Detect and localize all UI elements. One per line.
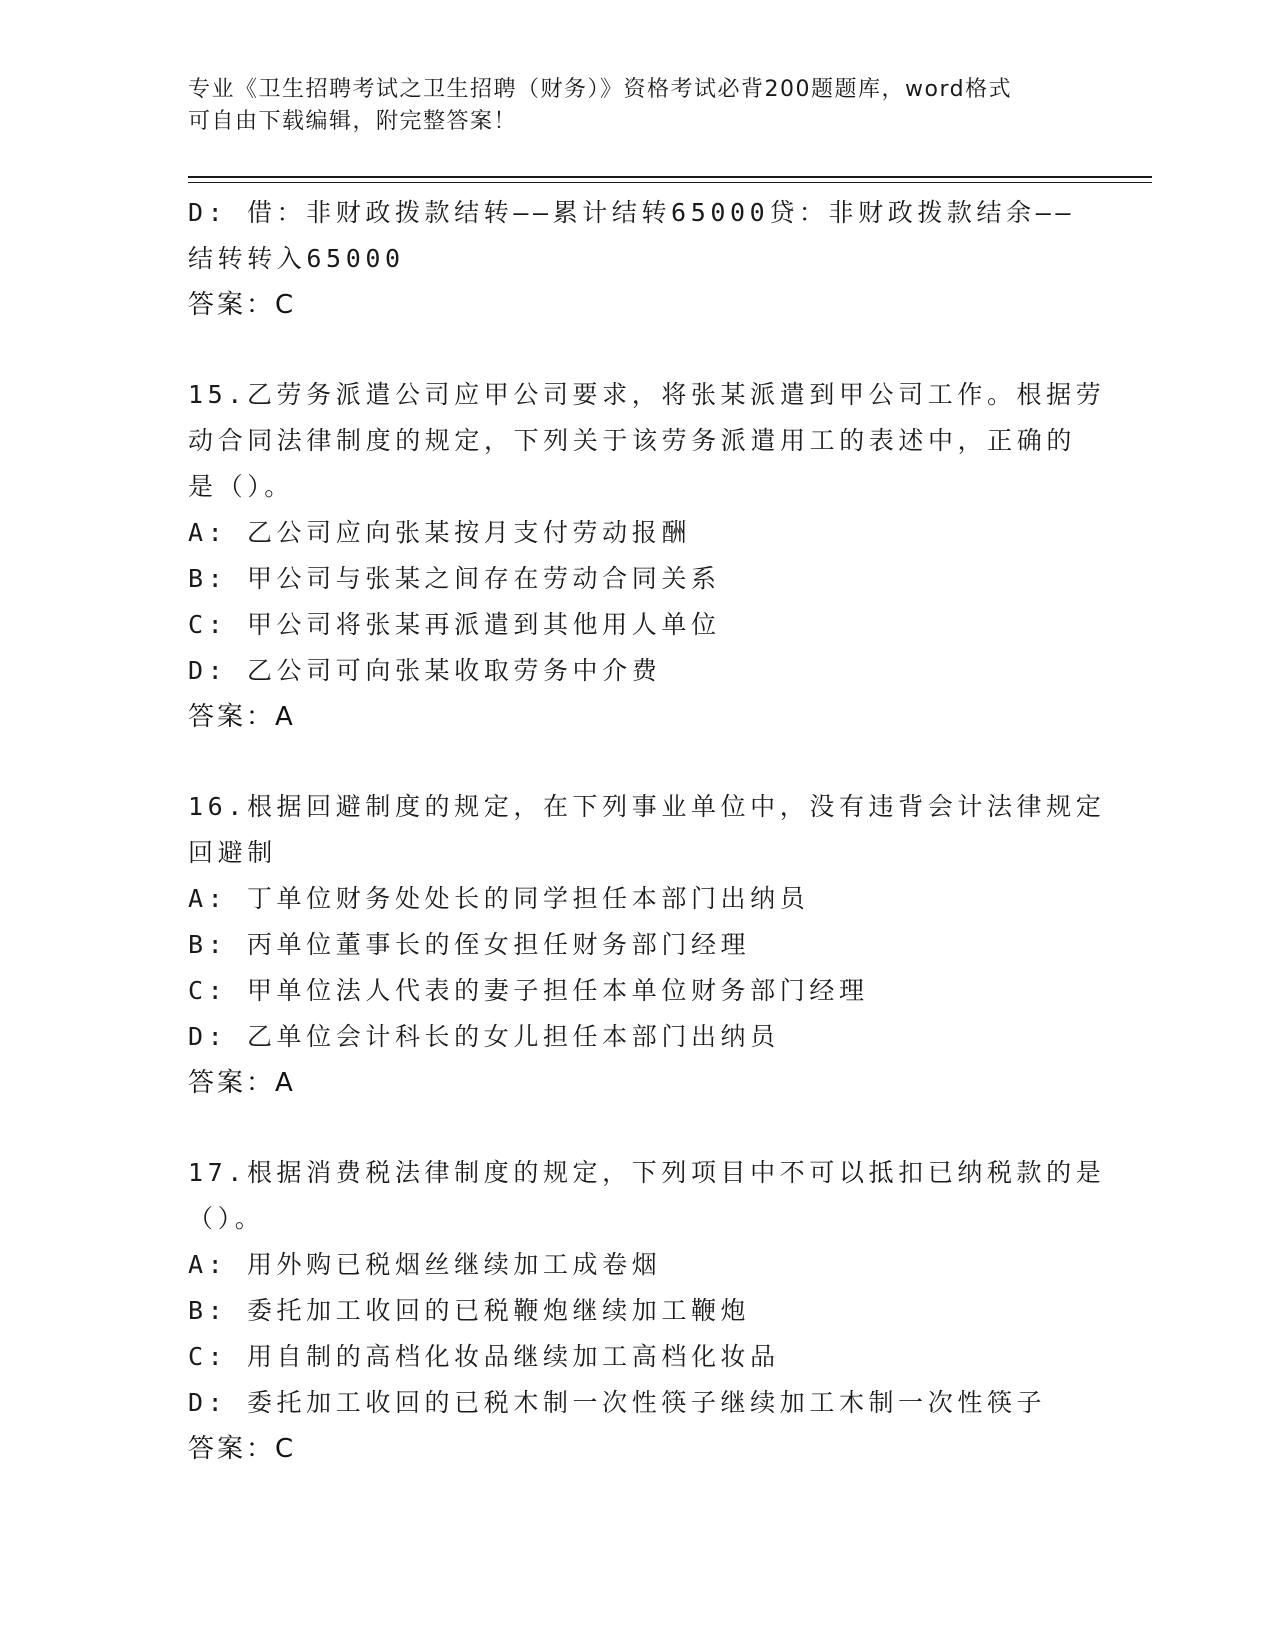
answer: 答案：C <box>188 290 297 320</box>
spacer <box>188 328 1088 372</box>
question-stem: 16.根据回避制度的规定，在下列事业单位中，没有违背会计法律规定 <box>188 792 1106 821</box>
option-d-continued: 结转转入65000 <box>188 244 405 273</box>
question-stem: 17.根据消费税法律制度的规定，下列项目中不可以抵扣已纳税款的是 <box>188 1158 1106 1187</box>
header-rule-thin <box>188 182 1152 183</box>
question-15 <box>188 372 1106 740</box>
option-d: D: 乙公司可向张某收取劳务中介费 <box>188 656 662 685</box>
header-rule-thick <box>188 176 1152 178</box>
document-header <box>188 74 1088 138</box>
spacer <box>188 740 1088 784</box>
question-stem: 回避制 <box>188 838 277 867</box>
option-d: D: 借：非财政拨款结转——累计结转65000贷：非财政拨款结余—— <box>188 198 1076 227</box>
option-d: D: 委托加工收回的已税木制一次性筷子继续加工木制一次性筷子 <box>188 1388 1047 1417</box>
header-title-line-2: 可自由下载编辑，附完整答案！ <box>188 109 518 134</box>
option-d: D: 乙单位会计科长的女儿担任本部门出纳员 <box>188 1022 780 1051</box>
previous-question-tail <box>188 190 1088 328</box>
option-a: A: 丁单位财务处处长的同学担任本部门出纳员 <box>188 884 810 913</box>
header-title-line-1: 专业《卫生招聘考试之卫生招聘（财务）》资格考试必背200题题库，word格式 <box>188 77 1013 102</box>
option-c: C: 用自制的高档化妆品继续加工高档化妆品 <box>188 1342 780 1371</box>
question-stem: 15.乙劳务派遣公司应甲公司要求，将张某派遣到甲公司工作。根据劳 <box>188 380 1106 409</box>
option-a: A: 乙公司应向张某按月支付劳动报酬 <box>188 518 691 547</box>
option-b: B: 丙单位董事长的侄女担任财务部门经理 <box>188 930 751 959</box>
option-b: B: 委托加工收回的已税鞭炮继续加工鞭炮 <box>188 1296 751 1325</box>
answer: 答案：A <box>188 702 296 732</box>
question-stem: （）。 <box>188 1204 265 1233</box>
answer: 答案：A <box>188 1068 296 1098</box>
spacer <box>188 1106 1088 1150</box>
option-b: B: 甲公司与张某之间存在劳动合同关系 <box>188 564 721 593</box>
question-16 <box>188 784 1106 1106</box>
question-stem: 动合同法律制度的规定，下列关于该劳务派遣用工的表述中，正确的 <box>188 426 1077 455</box>
answer: 答案：C <box>188 1434 297 1464</box>
document-body <box>188 190 1106 1472</box>
option-a: A: 用外购已税烟丝继续加工成卷烟 <box>188 1250 662 1279</box>
option-c: C: 甲单位法人代表的妻子担任本单位财务部门经理 <box>188 976 869 1005</box>
question-17 <box>188 1150 1106 1472</box>
option-c: C: 甲公司将张某再派遣到其他用人单位 <box>188 610 721 639</box>
question-stem: 是（）。 <box>188 472 294 501</box>
